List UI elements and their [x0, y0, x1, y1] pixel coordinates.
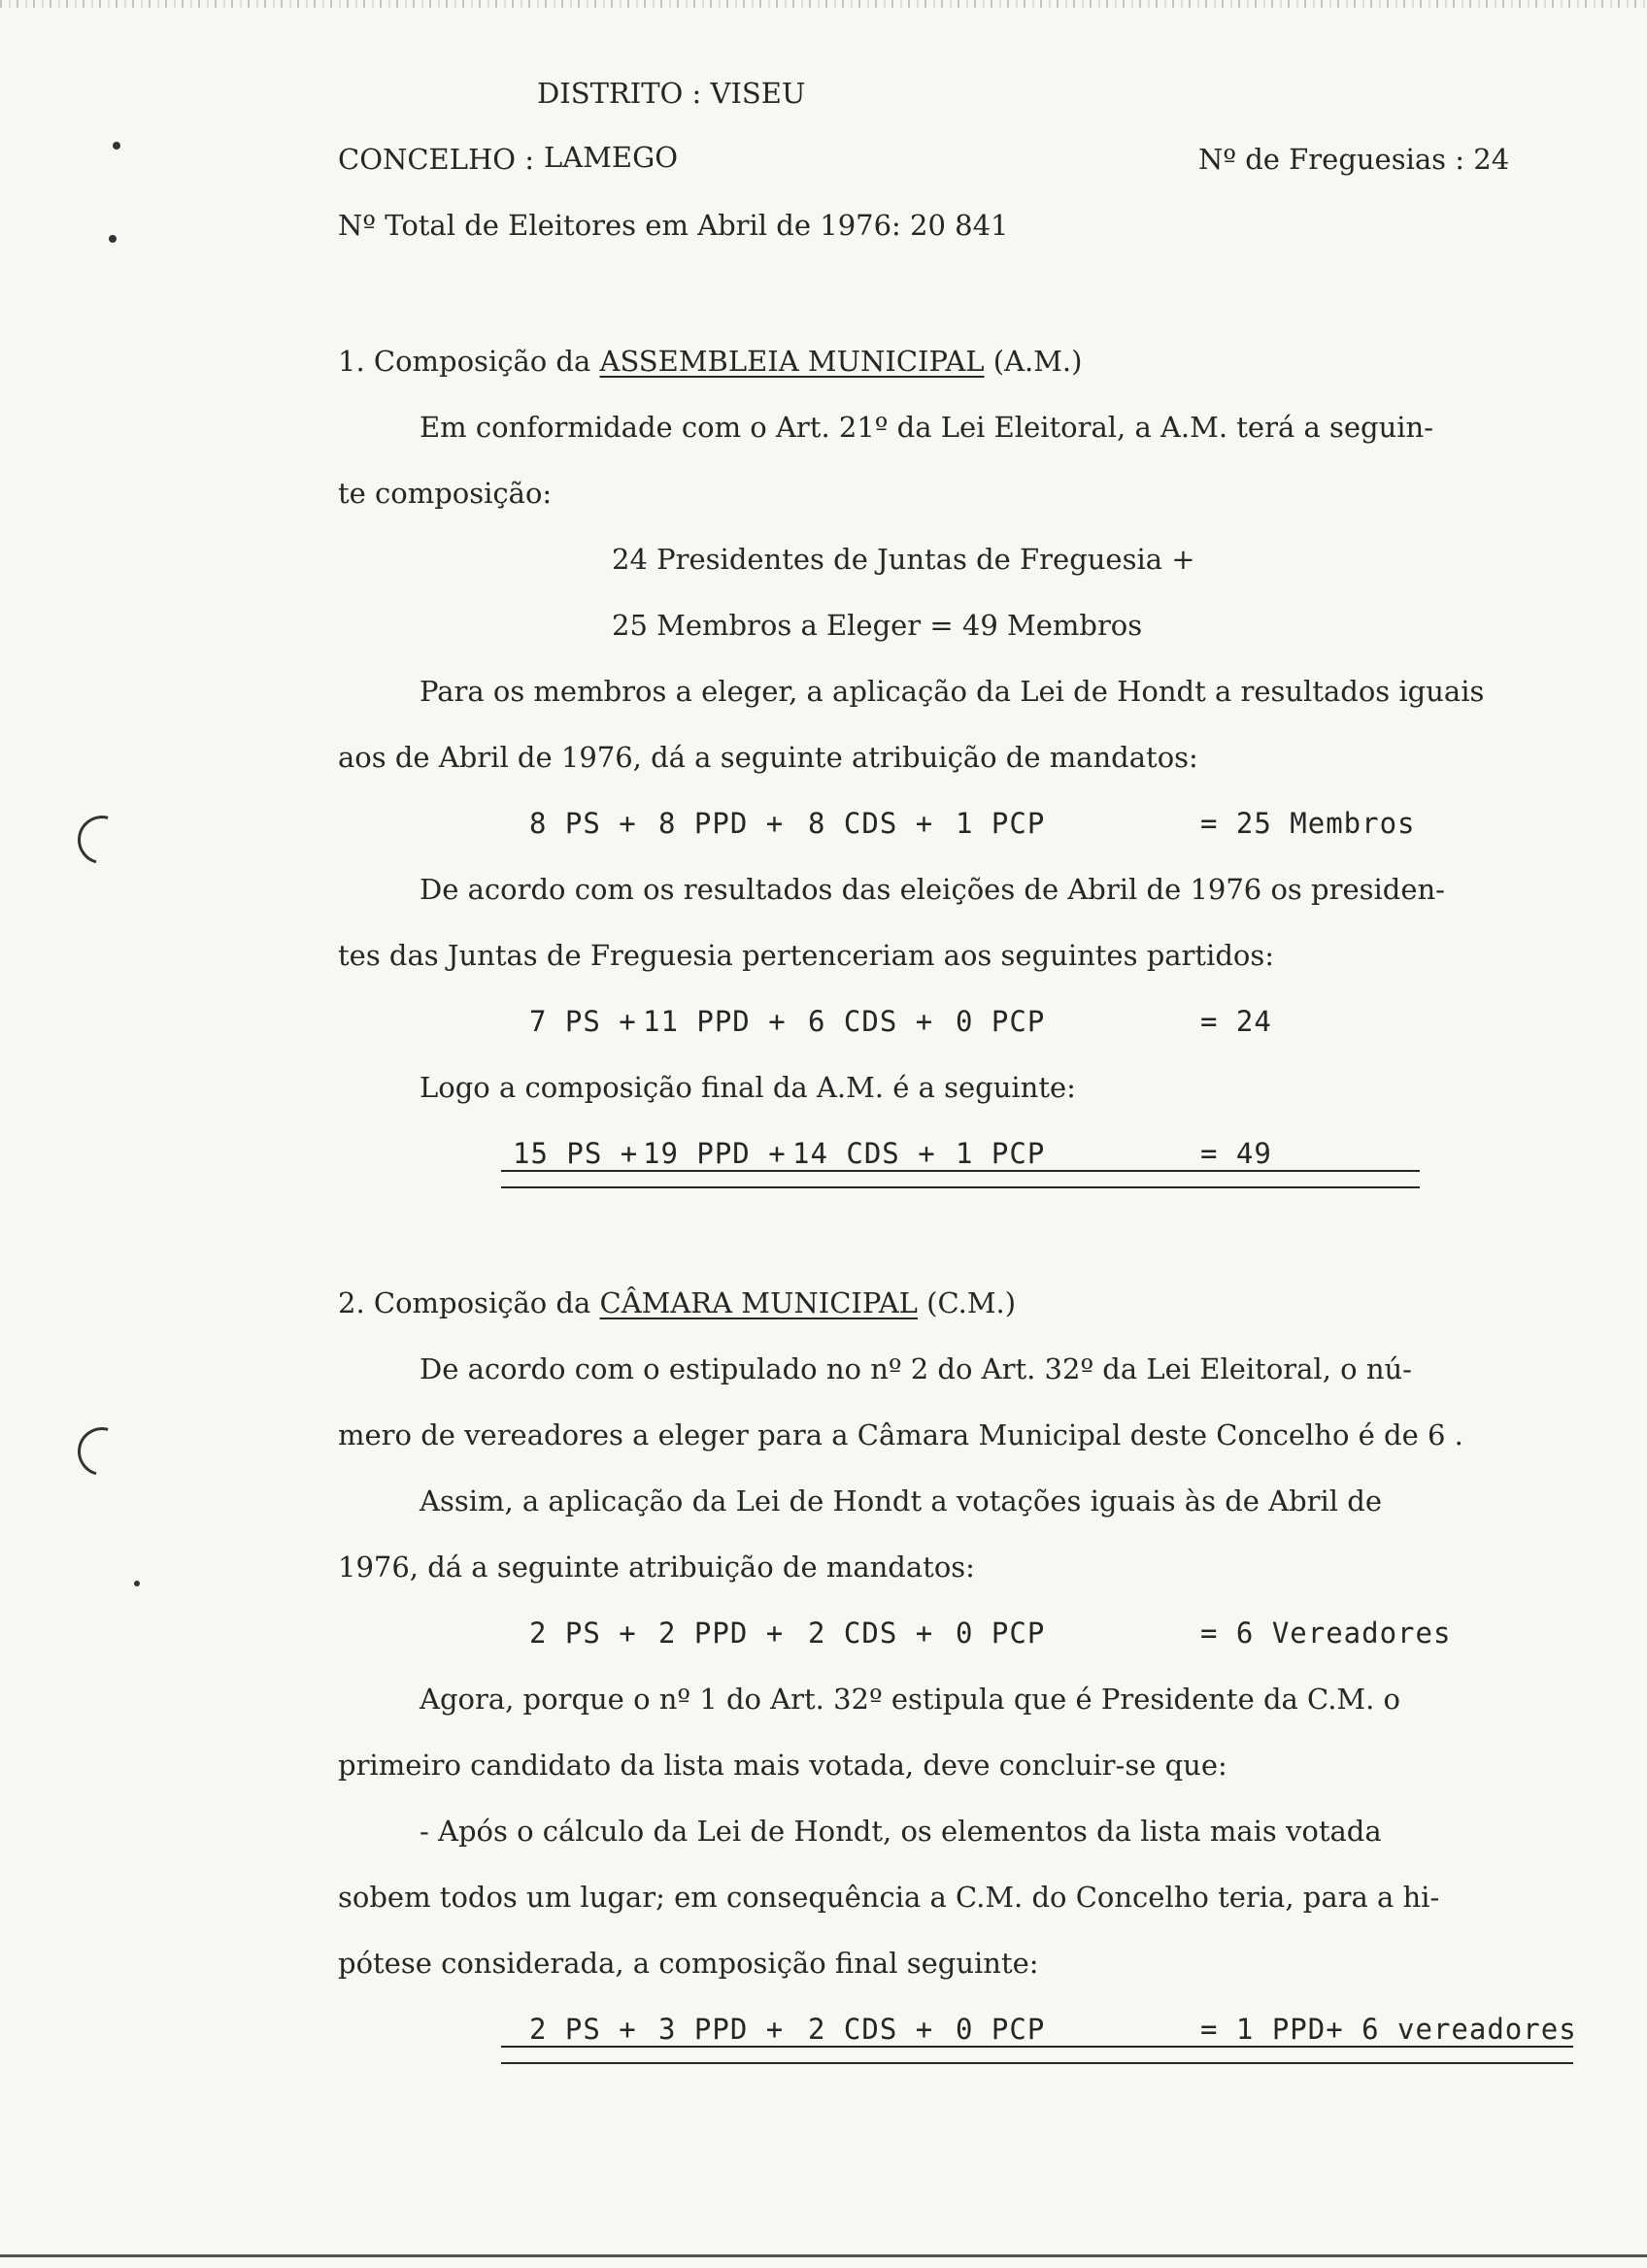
district-line: DISTRITO : VISEU: [537, 77, 806, 110]
cds-seats: 6 CDS +: [808, 1005, 934, 1038]
paragraph: te composição:: [338, 477, 553, 510]
scan-speck: [134, 1581, 140, 1586]
double-underline: [501, 1170, 1420, 1172]
cds-seats: 14 CDS +: [792, 1137, 936, 1170]
paragraph: - Após o cálculo da Lei de Hondt, os elementos da lista mais votada: [420, 1815, 1382, 1848]
ps-seats: 2 PS +: [529, 2013, 637, 2046]
paragraph: De acordo com o estipulado no nº 2 do Art. 32º da Lei Eleitoral, o nú-: [420, 1352, 1412, 1385]
section-2-title: 2. Composição da CÂMARA MUNICIPAL (C.M.): [338, 1286, 1017, 1319]
concelho-value: LAMEGO: [544, 141, 679, 174]
ps-seats: 7 PS +: [529, 1005, 637, 1038]
ps-seats: 8 PS +: [529, 807, 637, 840]
scan-speck: [113, 142, 120, 150]
seat-total: = 25 Membros: [1200, 807, 1416, 840]
ppd-seats: 2 PPD +: [658, 1617, 785, 1650]
seat-total: = 49: [1200, 1137, 1272, 1170]
section-1-title: 1. Composição da ASSEMBLEIA MUNICIPAL (A.M.): [338, 345, 1083, 378]
ppd-seats: 3 PPD +: [658, 2013, 785, 2046]
double-underline: [501, 1186, 1420, 1188]
ps-seats: 15 PS +: [513, 1137, 639, 1170]
paragraph: Em conformidade com o Art. 21º da Lei Eleitoral, a A.M. terá a seguin-: [420, 411, 1434, 444]
paragraph: Assim, a aplicação da Lei de Hondt a votações iguais às de Abril de: [420, 1484, 1382, 1518]
double-underline: [501, 2046, 1573, 2048]
paragraph: Logo a composição final da A.M. é a seguinte:: [420, 1071, 1076, 1104]
pcp-seats: 0 PCP: [956, 2013, 1046, 2046]
cds-seats: 2 CDS +: [808, 2013, 934, 2046]
paragraph: primeiro candidato da lista mais votada, deve concluir-se que:: [338, 1749, 1227, 1782]
punch-hole-mark: [69, 1418, 135, 1484]
pcp-seats: 1 PCP: [956, 807, 1046, 840]
ps-seats: 2 PS +: [529, 1617, 637, 1650]
concelho-label: CONCELHO :: [338, 143, 535, 176]
paragraph: mero de vereadores a eleger para a Câmara Municipal deste Concelho é de 6 .: [338, 1418, 1463, 1451]
cds-seats: 8 CDS +: [808, 807, 934, 840]
punch-hole-mark: [69, 807, 135, 873]
pcp-seats: 1 PCP: [956, 1137, 1046, 1170]
paragraph: tes das Juntas de Freguesia pertenceriam aos seguintes partidos:: [338, 939, 1275, 972]
scan-speck: [109, 235, 117, 243]
seat-total: = 6 Vereadores: [1200, 1617, 1452, 1650]
seat-total: = 1 PPD+ 6 vereadores: [1200, 2013, 1577, 2046]
total-electors: Nº Total de Eleitores em Abril de 1976: 20 841: [338, 209, 1009, 242]
paragraph: Agora, porque o nº 1 do Art. 32º estipula que é Presidente da C.M. o: [420, 1683, 1401, 1716]
paragraph: sobem todos um lugar; em consequência a C.M. do Concelho teria, para a hi-: [338, 1881, 1440, 1914]
pcp-seats: 0 PCP: [956, 1005, 1046, 1038]
paragraph: 1976, dá a seguinte atribuição de mandatos:: [338, 1551, 975, 1584]
ppd-seats: 19 PPD +: [643, 1137, 787, 1170]
paragraph: aos de Abril de 1976, dá a seguinte atribuição de mandatos:: [338, 741, 1198, 774]
composition-line: 25 Membros a Eleger = 49 Membros: [612, 609, 1143, 642]
double-underline: [501, 2062, 1573, 2064]
scan-bottom-edge: [0, 2254, 1647, 2257]
scan-edge-noise: [0, 0, 1647, 8]
ppd-seats: 8 PPD +: [658, 807, 785, 840]
cds-seats: 2 CDS +: [808, 1617, 934, 1650]
ppd-seats: 11 PPD +: [643, 1005, 787, 1038]
paragraph: Para os membros a eleger, a aplicação da Lei de Hondt a resultados iguais: [420, 675, 1485, 708]
composition-line: 24 Presidentes de Juntas de Freguesia +: [612, 543, 1195, 576]
paragraph: De acordo com os resultados das eleições de Abril de 1976 os presiden-: [420, 873, 1445, 906]
freguesias-count: Nº de Freguesias : 24: [1198, 143, 1510, 176]
pcp-seats: 0 PCP: [956, 1617, 1046, 1650]
paragraph: pótese considerada, a composição final seguinte:: [338, 1947, 1039, 1980]
seat-total: = 24: [1200, 1005, 1272, 1038]
